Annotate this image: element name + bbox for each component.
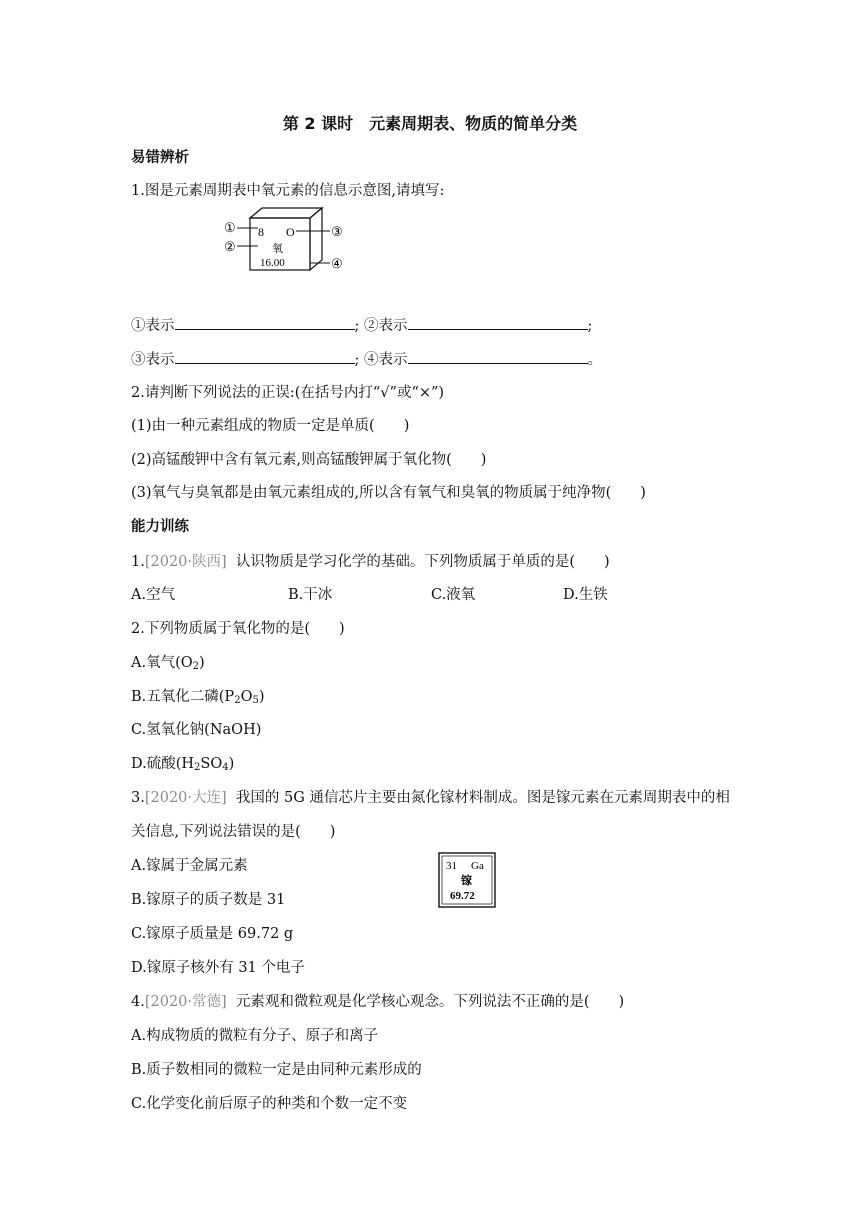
question-2-stem: 2.请判断下列说法的正误:(在括号内打“√”或“×”) bbox=[131, 385, 445, 401]
practice-3-option-d: D.镓原子核外有 31 个电子 bbox=[131, 960, 305, 976]
blank-1-sep: ; bbox=[354, 318, 360, 334]
oxygen-element-figure bbox=[220, 206, 360, 276]
gallium-atomic-number: 31 bbox=[446, 860, 457, 872]
marker-2: ② bbox=[224, 239, 236, 254]
blank-4-label: ④表示 bbox=[364, 352, 408, 368]
blank-3-sep: ; bbox=[354, 352, 360, 368]
practice-1-text: 认识物质是学习化学的基础。下列物质属于单质的是( ) bbox=[235, 554, 610, 570]
marker-3: ③ bbox=[331, 224, 343, 239]
page-title: 第 2 课时 元素周期表、物质的简单分类 bbox=[282, 114, 578, 133]
practice-4-option-b: B.质子数相同的微粒一定是由同种元素形成的 bbox=[131, 1062, 422, 1078]
gallium-name: 镓 bbox=[461, 875, 472, 887]
blank-3-label: ③表示 bbox=[131, 352, 175, 368]
question-1-stem: 1.图是元素周期表中氧元素的信息示意图,请填写: bbox=[131, 183, 445, 199]
practice-4-option-c: C.化学变化前后原子的种类和个数一定不变 bbox=[131, 1096, 408, 1112]
practice-3-source: [2020·大连] bbox=[144, 790, 227, 806]
answer-blank-2[interactable] bbox=[408, 315, 588, 330]
answer-blank-3[interactable] bbox=[175, 349, 355, 364]
practice-3-option-b: B.镓原子的质子数是 31 bbox=[131, 892, 286, 908]
marker-1: ① bbox=[224, 220, 236, 235]
practice-3-option-c: C.镓原子质量是 69.72 g bbox=[131, 926, 294, 942]
practice-4-text: 元素观和微粒观是化学核心观念。下列说法不正确的是( ) bbox=[235, 994, 625, 1010]
oxygen-symbol: O bbox=[286, 225, 295, 239]
practice-1-number: 1. bbox=[131, 554, 145, 570]
practice-4-number: 4. bbox=[131, 994, 145, 1010]
blank-row-1 bbox=[131, 315, 592, 336]
question-2-item-2: (2)高锰酸钾中含有氧元素,则高锰酸钾属于氧化物( ) bbox=[131, 452, 487, 468]
practice-3-option-a: A.镓属于金属元素 bbox=[131, 858, 248, 874]
practice-1-stem bbox=[131, 552, 610, 572]
practice-3-stem-line-2: 关信息,下列说法错误的是( ) bbox=[131, 824, 336, 840]
blank-1-label: ①表示 bbox=[131, 318, 175, 334]
section-heading-error-analysis: 易错辨析 bbox=[131, 150, 189, 166]
answer-blank-4[interactable] bbox=[408, 349, 588, 364]
blank-row-2 bbox=[131, 349, 602, 370]
oxygen-atomic-number: 8 bbox=[258, 225, 264, 239]
blank-2-label: ②表示 bbox=[364, 318, 408, 334]
oxygen-name: 氧 bbox=[272, 243, 283, 255]
gallium-mass: 69.72 bbox=[450, 890, 475, 902]
practice-1-option-d: D.生铁 bbox=[563, 587, 608, 603]
practice-3-stem-line-1 bbox=[131, 788, 730, 808]
answer-blank-1[interactable] bbox=[175, 315, 355, 330]
practice-4-source: [2020·常德] bbox=[144, 994, 227, 1010]
practice-2-option-b: B.五氧化二磷$(P_2O_5)$ bbox=[131, 689, 265, 706]
practice-3-number: 3. bbox=[131, 790, 145, 806]
practice-1-option-c: C.液氧 bbox=[431, 587, 476, 603]
section-heading-ability-training: 能力训练 bbox=[131, 519, 189, 535]
practice-1-source: [2020·陕西] bbox=[144, 554, 227, 570]
gallium-element-figure bbox=[438, 852, 496, 908]
blank-4-sep: 。 bbox=[587, 352, 602, 368]
practice-2-option-a: A.氧气$(O_2)$ bbox=[131, 655, 205, 672]
practice-1-option-a: A.空气 bbox=[131, 587, 176, 603]
blank-2-sep: ; bbox=[587, 318, 593, 334]
practice-4-option-a: A.构成物质的微粒有分子、原子和离子 bbox=[131, 1028, 379, 1044]
oxygen-mass: 16.00 bbox=[260, 257, 285, 269]
practice-2-option-c: C.氢氧化钠(NaOH) bbox=[131, 722, 262, 738]
practice-2-option-d: D.硫酸$(H_2SO_4)$ bbox=[131, 756, 235, 773]
practice-1-option-b: B.干冰 bbox=[288, 587, 333, 603]
question-2-item-1: (1)由一种元素组成的物质一定是单质( ) bbox=[131, 418, 410, 434]
practice-2-stem: 2.下列物质属于氧化物的是( ) bbox=[131, 621, 345, 637]
gallium-symbol: Ga bbox=[471, 860, 484, 872]
practice-3-text: 我国的 5G 通信芯片主要由氮化镓材料制成。图是镓元素在元素周期表中的相 bbox=[235, 790, 730, 806]
marker-4: ④ bbox=[331, 256, 343, 271]
practice-4-stem bbox=[131, 992, 624, 1012]
question-2-item-3: (3)氧气与臭氧都是由氧元素组成的,所以含有氧气和臭氧的物质属于纯净物( ) bbox=[131, 485, 646, 501]
